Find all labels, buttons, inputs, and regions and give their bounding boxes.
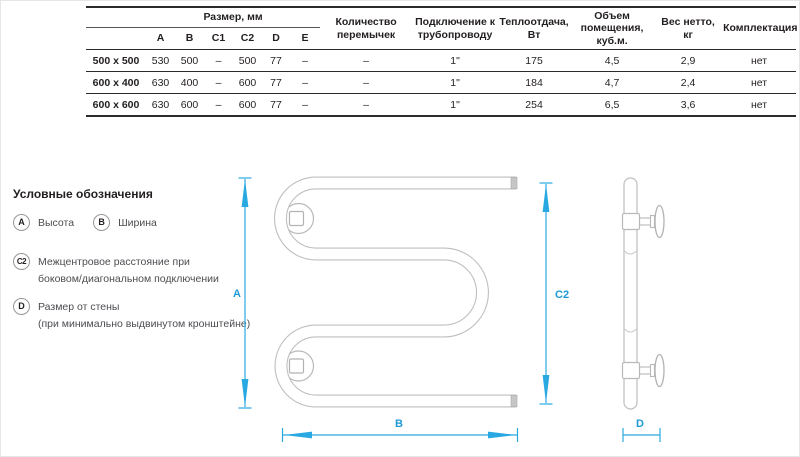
table-cell: нет [722, 50, 796, 72]
dimension-d-label: D [636, 418, 644, 430]
legend-text-center-distance [38, 253, 219, 288]
table-cell: 1" [412, 94, 498, 117]
table-cell: 77 [262, 94, 290, 117]
col-header-d: D [272, 32, 280, 45]
table-cell: – [204, 72, 233, 94]
legend-text-height: Высота [38, 217, 75, 229]
table-cell: – [320, 50, 412, 72]
tube-core [281, 183, 517, 401]
arrowhead-up-icon [543, 184, 550, 212]
table-cell: – [320, 94, 412, 117]
table-cell: – [204, 94, 233, 117]
legend-item-width [93, 214, 157, 232]
dimension-b-label: B [395, 418, 403, 430]
badge-b-icon: B [93, 214, 110, 231]
dimension-a-label: A [233, 288, 241, 300]
col-header-c2: C2 [240, 32, 255, 45]
table-row [86, 50, 796, 72]
bracket-collar-top [623, 214, 640, 230]
dimension-d-arrow [623, 428, 660, 442]
table-cell: 4,5 [570, 50, 654, 72]
legend-text-line1: Межцентровое расстояние при [38, 256, 190, 268]
legend-text-line1: Размер от стены [38, 301, 120, 313]
col-header-jumpers: Количество перемычек [335, 16, 397, 41]
table-cell: 630 [146, 72, 175, 94]
fitting-nut-top [290, 212, 304, 226]
arrowhead-down-icon [543, 375, 550, 403]
table-cell: 600 [233, 72, 262, 94]
bracket-flange-bottom [655, 355, 664, 387]
table-cell: 3,6 [654, 94, 722, 117]
col-header-net-weight: Вес нетто, кг [661, 16, 715, 41]
table-cell: 400 [175, 72, 204, 94]
table-row [86, 72, 796, 94]
table-cell: 630 [146, 94, 175, 117]
spec-table [86, 6, 796, 117]
table-cell: – [204, 50, 233, 72]
table-cell: 184 [498, 72, 570, 94]
table-cell: – [290, 72, 320, 94]
table-cell: 530 [146, 50, 175, 72]
legend-item-center-distance [13, 253, 219, 288]
dimension-b-arrow [283, 428, 518, 442]
table-corner [86, 7, 146, 28]
col-header-b: B [185, 32, 194, 45]
arrowhead-down-icon [242, 379, 249, 407]
legend-title: Условные обозначения [13, 187, 153, 201]
table-cell: 2,4 [654, 72, 722, 94]
tube-end-cap-top [511, 177, 517, 189]
row-label: 600 x 600 [86, 94, 146, 117]
arrowhead-left-icon [284, 432, 312, 439]
legend-text-wall-offset [38, 298, 250, 333]
table-cell: 77 [262, 72, 290, 94]
col-header-room-volume: Объем помещения, куб.м. [580, 10, 644, 47]
legend-row-height-width [13, 214, 176, 232]
col-header-kit: Комплектация [723, 22, 798, 35]
table-cell: 1" [412, 72, 498, 94]
row-label: 600 x 400 [86, 72, 146, 94]
towel-rail-front-view [231, 166, 531, 457]
table-cell: нет [722, 94, 796, 117]
tube-end-cap-bottom [511, 395, 517, 407]
col-header-a: A [156, 32, 165, 45]
size-group-header: Размер, мм [146, 7, 320, 28]
badge-c2-icon: C2 [13, 253, 30, 270]
dimension-c2-label: C2 [555, 289, 570, 301]
table-row [86, 94, 796, 117]
legend-item-wall-offset [13, 298, 250, 333]
row-label: 500 x 500 [86, 50, 146, 72]
table-cell: 1" [412, 50, 498, 72]
table-corner-sub [86, 28, 146, 50]
table-cell: 4,7 [570, 72, 654, 94]
legend-text-width: Ширина [118, 217, 157, 229]
legend-text-line2: боковом/диагональном подключении [38, 272, 219, 285]
table-cell: – [320, 72, 412, 94]
towel-rail-side-view [521, 166, 681, 457]
table-cell: 2,9 [654, 50, 722, 72]
table-cell: нет [722, 72, 796, 94]
table-cell: 600 [233, 94, 262, 117]
table-cell: – [290, 94, 320, 117]
bracket-flange-top [655, 206, 664, 238]
fitting-nut-bottom [290, 359, 304, 373]
badge-a-icon: A [13, 214, 30, 231]
dimension-c2-arrow [540, 183, 553, 404]
table-cell: 500 [175, 50, 204, 72]
col-header-e: E [301, 32, 309, 45]
table-cell: 254 [498, 94, 570, 117]
legend-item-height [13, 214, 74, 232]
table-cell: 77 [262, 50, 290, 72]
legend-text-line2: (при минимально выдвинутом кронштейне) [38, 317, 251, 330]
bracket-collar-bottom [623, 363, 640, 379]
arrowhead-up-icon [242, 179, 249, 207]
table-cell: 6,5 [570, 94, 654, 117]
col-header-connection: Подключение к трубопроводу [415, 16, 495, 41]
table-cell: 600 [175, 94, 204, 117]
arrowhead-right-icon [488, 432, 516, 439]
table-cell: 500 [233, 50, 262, 72]
col-header-c1: C1 [211, 32, 226, 45]
badge-d-icon: D [13, 298, 30, 315]
table-cell: – [290, 50, 320, 72]
col-header-heat-output: Теплоотдача, Вт [499, 16, 569, 41]
table-cell: 175 [498, 50, 570, 72]
